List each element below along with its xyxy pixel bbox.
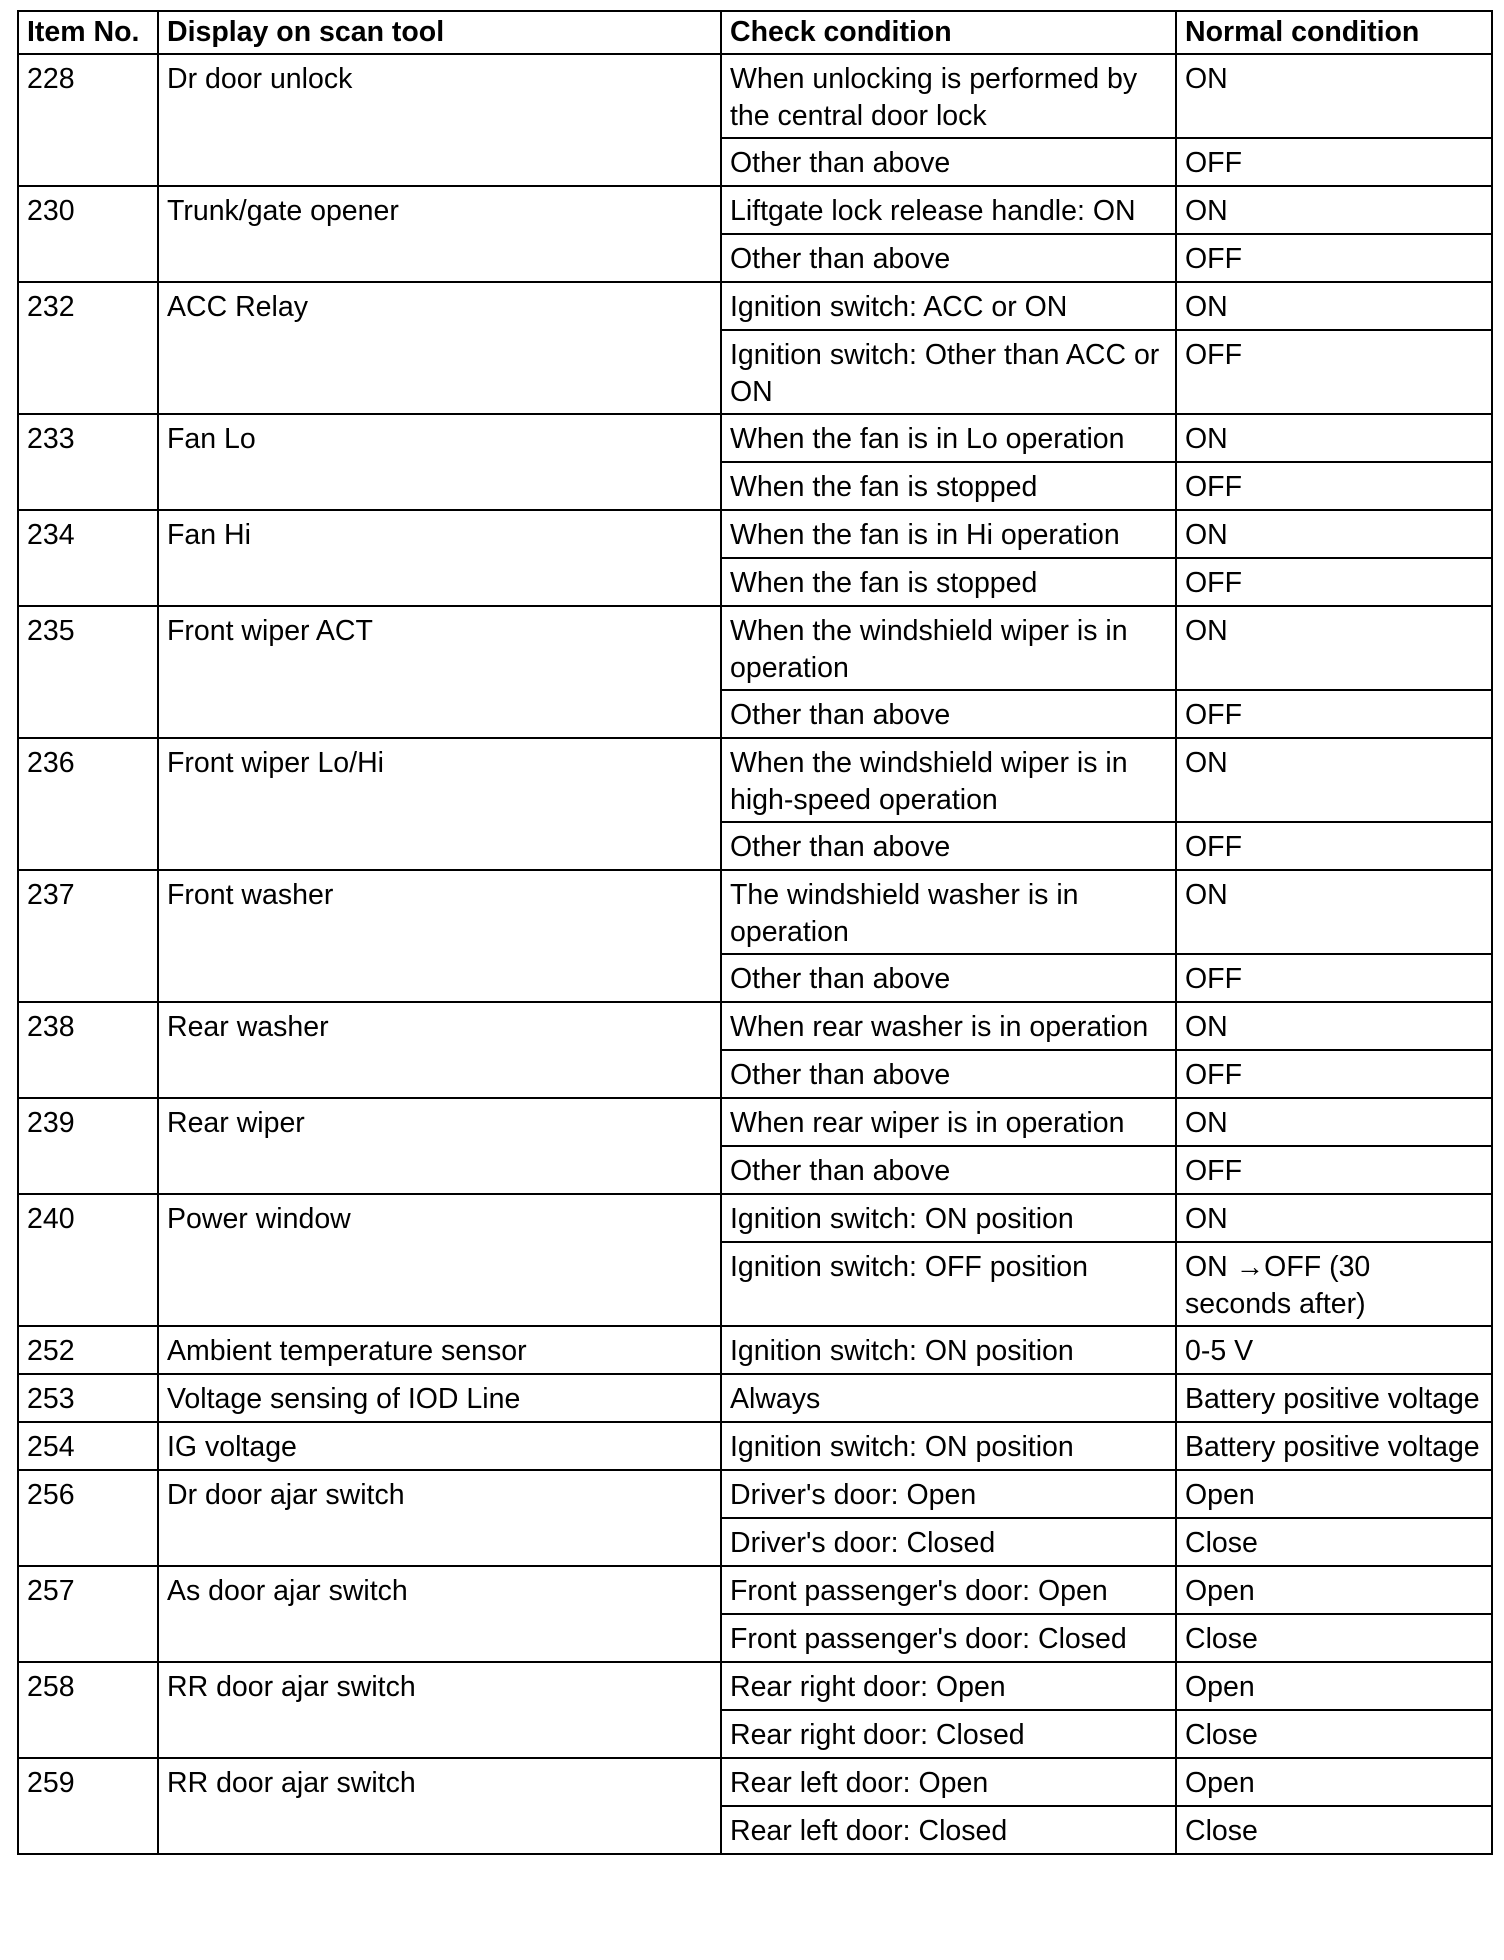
check-condition-cell: Front passenger's door: Open (721, 1566, 1176, 1614)
item-number-cell: 236 (18, 738, 158, 870)
normal-condition-cell: ON (1176, 738, 1492, 822)
table-row (18, 1662, 1492, 1710)
check-condition-cell: When the windshield wiper is in high-speed operation (721, 738, 1176, 822)
table-row (18, 1374, 1492, 1422)
item-number-cell: 237 (18, 870, 158, 1002)
display-name-cell: Trunk/gate opener (158, 186, 721, 282)
normal-condition-cell: ON (1176, 510, 1492, 558)
normal-condition-cell: OFF (1176, 1050, 1492, 1098)
data-list-table (17, 10, 1493, 1855)
normal-condition-cell: Close (1176, 1710, 1492, 1758)
item-number-cell: 238 (18, 1002, 158, 1098)
normal-condition-cell: ON →OFF (30 seconds after) (1176, 1242, 1492, 1326)
normal-condition-cell: OFF (1176, 822, 1492, 870)
table-row (18, 1566, 1492, 1614)
normal-condition-cell: Open (1176, 1566, 1492, 1614)
display-name-cell: Fan Hi (158, 510, 721, 606)
normal-condition-cell: OFF (1176, 1146, 1492, 1194)
normal-condition-cell: ON (1176, 870, 1492, 954)
check-condition-cell: Ignition switch: ON position (721, 1422, 1176, 1470)
normal-condition-cell: OFF (1176, 462, 1492, 510)
check-condition-cell: Front passenger's door: Closed (721, 1614, 1176, 1662)
item-number-cell: 240 (18, 1194, 158, 1326)
normal-condition-cell: OFF (1176, 954, 1492, 1002)
table-row (18, 1422, 1492, 1470)
normal-condition-cell: ON (1176, 1098, 1492, 1146)
display-name-cell: As door ajar switch (158, 1566, 721, 1662)
display-name-cell: Front wiper Lo/Hi (158, 738, 721, 870)
normal-condition-cell: OFF (1176, 138, 1492, 186)
table-row (18, 54, 1492, 138)
check-condition-cell: Liftgate lock release handle: ON (721, 186, 1176, 234)
check-condition-cell: Rear left door: Open (721, 1758, 1176, 1806)
item-number-cell: 257 (18, 1566, 158, 1662)
table-header-row (18, 11, 1492, 54)
check-condition-cell: Always (721, 1374, 1176, 1422)
normal-condition-cell: ON (1176, 1194, 1492, 1242)
check-condition-cell: Other than above (721, 138, 1176, 186)
item-number-cell: 233 (18, 414, 158, 510)
display-name-cell: Ambient temperature sensor (158, 1326, 721, 1374)
check-condition-cell: When rear wiper is in operation (721, 1098, 1176, 1146)
item-number-cell: 239 (18, 1098, 158, 1194)
table-row (18, 1758, 1492, 1806)
header-display: Display on scan tool (158, 11, 721, 54)
check-condition-cell: Ignition switch: ON position (721, 1326, 1176, 1374)
item-number-cell: 235 (18, 606, 158, 738)
item-number-cell: 252 (18, 1326, 158, 1374)
normal-condition-cell: 0-5 V (1176, 1326, 1492, 1374)
normal-condition-cell: ON (1176, 54, 1492, 138)
display-name-cell: Dr door ajar switch (158, 1470, 721, 1566)
table-row (18, 1194, 1492, 1242)
check-condition-cell: When the fan is stopped (721, 558, 1176, 606)
display-name-cell: ACC Relay (158, 282, 721, 414)
header-normal-condition: Normal condition (1176, 11, 1492, 54)
check-condition-cell: Other than above (721, 1146, 1176, 1194)
check-condition-cell: When the fan is in Hi operation (721, 510, 1176, 558)
display-name-cell: RR door ajar switch (158, 1758, 721, 1854)
check-condition-cell: Ignition switch: OFF position (721, 1242, 1176, 1326)
table-row (18, 1002, 1492, 1050)
check-condition-cell: Rear right door: Closed (721, 1710, 1176, 1758)
table-row (18, 510, 1492, 558)
normal-condition-cell: OFF (1176, 234, 1492, 282)
display-name-cell: Rear washer (158, 1002, 721, 1098)
header-check-condition: Check condition (721, 11, 1176, 54)
normal-condition-cell: ON (1176, 606, 1492, 690)
check-condition-cell: Rear left door: Closed (721, 1806, 1176, 1854)
normal-condition-cell: Battery positive voltage (1176, 1374, 1492, 1422)
display-name-cell: Front wiper ACT (158, 606, 721, 738)
normal-condition-cell: Battery positive voltage (1176, 1422, 1492, 1470)
check-condition-cell: When the windshield wiper is in operation (721, 606, 1176, 690)
check-condition-cell: Other than above (721, 1050, 1176, 1098)
header-item-no: Item No. (18, 11, 158, 54)
display-name-cell: Power window (158, 1194, 721, 1326)
item-number-cell: 259 (18, 1758, 158, 1854)
item-number-cell: 232 (18, 282, 158, 414)
table-row (18, 282, 1492, 330)
normal-condition-cell: ON (1176, 414, 1492, 462)
display-name-cell: RR door ajar switch (158, 1662, 721, 1758)
item-number-cell: 254 (18, 1422, 158, 1470)
item-number-cell: 228 (18, 54, 158, 186)
table-body (18, 54, 1492, 1854)
normal-condition-cell: Close (1176, 1614, 1492, 1662)
check-condition-cell: Ignition switch: Other than ACC or ON (721, 330, 1176, 414)
normal-condition-cell: ON (1176, 186, 1492, 234)
check-condition-cell: Rear right door: Open (721, 1662, 1176, 1710)
check-condition-cell: When the fan is stopped (721, 462, 1176, 510)
table-row (18, 870, 1492, 954)
display-name-cell: Rear wiper (158, 1098, 721, 1194)
display-name-cell: Fan Lo (158, 414, 721, 510)
normal-condition-cell: OFF (1176, 330, 1492, 414)
data-list-page (17, 10, 1491, 1855)
table-row (18, 1470, 1492, 1518)
normal-condition-cell: ON (1176, 1002, 1492, 1050)
display-name-cell: Dr door unlock (158, 54, 721, 186)
check-condition-cell: Ignition switch: ON position (721, 1194, 1176, 1242)
check-condition-cell: Driver's door: Closed (721, 1518, 1176, 1566)
table-row (18, 414, 1492, 462)
table-row (18, 1098, 1492, 1146)
check-condition-cell: Other than above (721, 954, 1176, 1002)
item-number-cell: 253 (18, 1374, 158, 1422)
check-condition-cell: Other than above (721, 234, 1176, 282)
item-number-cell: 230 (18, 186, 158, 282)
normal-condition-cell: OFF (1176, 558, 1492, 606)
table-row (18, 738, 1492, 822)
check-condition-cell: Other than above (721, 822, 1176, 870)
check-condition-cell: When the fan is in Lo operation (721, 414, 1176, 462)
check-condition-cell: When unlocking is performed by the central door lock (721, 54, 1176, 138)
normal-condition-cell: Open (1176, 1470, 1492, 1518)
table-row (18, 1326, 1492, 1374)
check-condition-cell: Driver's door: Open (721, 1470, 1176, 1518)
display-name-cell: Front washer (158, 870, 721, 1002)
normal-condition-cell: OFF (1176, 690, 1492, 738)
check-condition-cell: Other than above (721, 690, 1176, 738)
display-name-cell: Voltage sensing of IOD Line (158, 1374, 721, 1422)
normal-condition-cell: ON (1176, 282, 1492, 330)
item-number-cell: 234 (18, 510, 158, 606)
check-condition-cell: When rear washer is in operation (721, 1002, 1176, 1050)
normal-condition-cell: Open (1176, 1758, 1492, 1806)
normal-condition-cell: Close (1176, 1806, 1492, 1854)
item-number-cell: 256 (18, 1470, 158, 1566)
table-row (18, 606, 1492, 690)
check-condition-cell: The windshield washer is in operation (721, 870, 1176, 954)
table-row (18, 186, 1492, 234)
item-number-cell: 258 (18, 1662, 158, 1758)
normal-condition-cell: Close (1176, 1518, 1492, 1566)
normal-condition-cell: Open (1176, 1662, 1492, 1710)
display-name-cell: IG voltage (158, 1422, 721, 1470)
check-condition-cell: Ignition switch: ACC or ON (721, 282, 1176, 330)
